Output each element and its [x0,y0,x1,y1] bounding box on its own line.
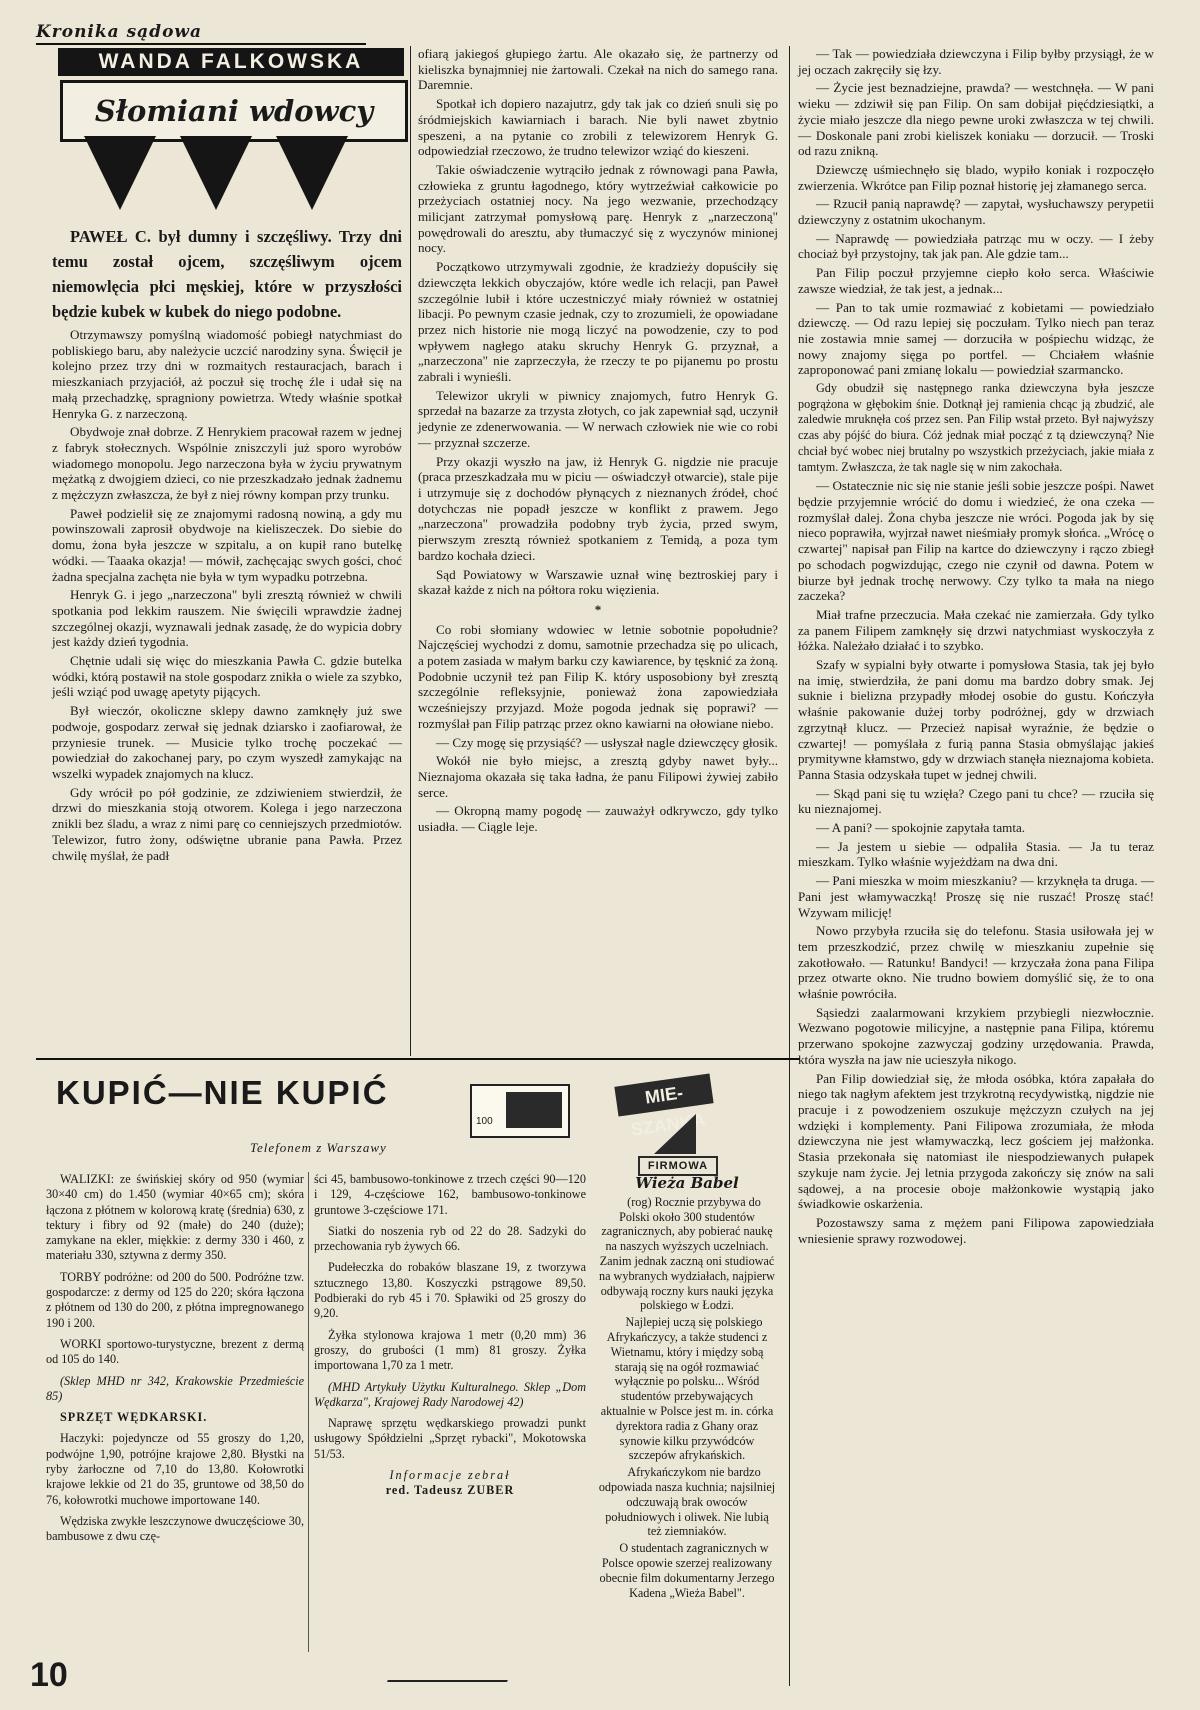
stamp-illustration [470,1084,570,1138]
paragraph: Takie oświadczenie wytrąciło jednak z równowagi pana Pawła, człowieka z gruntu łagodnego, który wytrzeźwiał całkowicie po przeżyciach ostatniej nocy. Na jego wezwanie, przechodzący milicjant zatrzymał pomysłową parę. Henryk z „narzeczoną" powędrowali do aresztu, aby tłumaczyć się z wyczynów minionej nocy. [418,161,778,256]
logo-lettering: MIE-SZANKA [614,1073,713,1116]
signature-scribble [387,1666,513,1682]
article-lead: PAWEŁ C. był dumny i szczęśliwy. Trzy dni temu został ojcem, szczęśliwym ojcem niemowlęcia płci męskiej, które w przyszłości będzie kubek w kubek do niego podobne. [52,227,402,321]
column-divider-2 [789,46,790,1686]
sidebar-paragraph: Najlepiej uczą się polskiego Afrykańczycy, a także studenci z Wietnamu, który i między sobą starają się na ogół rozmawiać wyłącznie po polsku... Wśród studentów przebywających aktualnie w Polsce jest m. in. córka dyrektora radia z Ghany oraz synowie kilku przywódców szczepów afrykańskich. [600,1315,774,1463]
sidebar-paragraph: (rog) Rocznie przybywa do Polski około 300 studentów zagranicznych, aby pobierać naukę na naszych wyższych uczelniach. Zanim jednak zaczną oni studiować na wybranych wydziałach, najpierw odbywają roczny kurs nauki języka polskiego w Łodzi. [599,1194,775,1313]
ad-shop-note: (MHD Artykuły Użytku Kulturalnego. Sklep „Dom Wędkarza", Krajowej Rady Narodowej 42) [314,1379,586,1409]
page-number: 10 [30,1656,68,1694]
column-divider-1 [410,46,411,1056]
paragraph: — Rzucił panią naprawdę? — zapytał, wysłuchawszy perypetii dziewczyny z ostatnim ukochanym. [798,196,1154,228]
stamp-image [506,1092,562,1128]
section-separator: * [594,601,602,617]
ad-paragraph: Pudełeczka do robaków blaszane 19, z tworzywa sztucznego 13,80. Koszyczki pstrągowe 89,50. Podbieraki do ryb 45 i 70. Spławiki od 25 groszy do 9,20. [314,1260,586,1321]
article-column-1 [52,224,402,866]
ad-section-rule [36,1058,800,1060]
article-column-2 [418,46,778,838]
sidebar-paragraph: Afrykańczykom nie bardzo odpowiada nasza kuchnia; najsilniej odczuwają brak owoców południowych i oliwek. Nie lubią też ziemniaków. [598,1465,776,1539]
article-column-3 [798,46,1154,1249]
author-name: WANDA FALKOWSKA [58,48,404,76]
ad-paragraph: Naprawę sprzętu wędkarskiego prowadzi punkt usługowy Spółdzielni „Sprzęt rybacki", Mokotowska 51/53. [314,1416,586,1461]
ad-paragraph: Haczyki: pojedyncze od 55 groszy do 1,20, podwójne 1,90, potrójne krajowe 2,80. Błystki na ryby żarłoczne od 7,10 do 13,80. Kołowrotki krajowe lekkie od 21 do 35, gruntowe od 38,50 do 76, kołowrotki muchowe importowane 140. [46,1431,304,1507]
ad-paragraph: WALIZKI: ze świńskiej skóry od 950 (wymiar 30×40 cm) do 1.450 (wymiar 40×65 cm); skóra łączona z płótnem w kolorową kratę (średnia) 630, z tektury i fibry od 92 (małe) do 240 (duże); zamykane na ekler, miękkie: z dermy 330 i 460, z materiału 330, sztywna z dermy 350. [46,1172,304,1263]
paragraph: Sąsiedzi zaalarmowani krzykiem przybiegli niezwłocznie. Wezwano pogotowie milicyjne, a następnie pana Filipa, któremu przerwano spokojne zazwyczaj godziny urzędowania. Prawda, która wyszła na jaw nie ucieszyła nikogo. [798,1004,1154,1067]
ad-credit-label: Informacje zebrał [389,1468,511,1483]
paragraph: Co robi słomiany wdowiec w letnie sobotnie popołudnie? Najczęściej wychodzi z domu, samotnie przechadza się po ulicach, a potem zasiada w małym barku czy kawiarence, by tęsknić za żoną. Podobnie uczynił też pan Filip K. który usposobiony był zresztą szczególnie refleksyjnie, ponieważ żona zapowiedziała wcześniejszy przyjazd. Może pogoda jednak się poprawi? — rozmyślał pan Filip patrząc przez okno kawiarni na ołowiane niebo. [418,621,778,731]
paragraph: Telewizor ukryli w piwnicy znajomych, futro Henryk G. sprzedał na bazarze za trzysta złotych, co jak zapewniał sąd, uczynił jedynie ze zdenerwowania. — W nerwach człowiek nie wie co robi — przyznał szczerze. [418,387,778,450]
ad-paragraph: WORKI sportowo-turystyczne, brezent z dermą od 105 do 140. [46,1336,304,1367]
ad-paragraph: Wędziska zwykłe leszczynowe dwuczęściowe 30, bambusowe z dwu czę- [46,1513,304,1544]
paragraph: — Okropną mamy pogodę — zauważył odkrywczo, gdy tylko usiadła. — Ciągle leje. [418,803,778,835]
paragraph: Otrzymawszy pomyślną wiadomość pobiegł natychmiast do pobliskiego baru, aby należycie uczcić narodziny syna. Święcił je kolejno przez trzy dni w rozmaitych restauracjach, barach i mieszkaniach przyjaciół, aż poczuł się trochę źle i udał się na małą przechadzkę, spragniony powietrza. Wtedy właśnie spotkał Henryka G. z narzeczoną. [52,327,402,421]
sidebar-paragraph: O studentach zagranicznych w Polsce opowie szerzej realizowany obecnie film dokumentarny Jerzego Kadena „Wieża Babel". [599,1541,775,1600]
paragraph: — Tak — powiedziała dziewczyna i Filip byłby przysiągł, że w jej oczach zakręciły się łzy. [798,46,1154,77]
paragraph: Chętnie udali się więc do mieszkania Pawła C. gdzie butelka wódki, którą postawił na stole gospodarz znikła o wiele za szybko, jeśli wziąć pod uwagę apetyty pijących. [52,653,402,700]
ad-paragraph: Żyłka stylonowa krajowa 1 metr (0,20 mm) 36 groszy, do grubości (1 mm) 81 groszy. Żyłka importowana 1,70 za 1 metr. [314,1327,586,1373]
paragraph: — Życie jest beznadziejne, prawda? — westchnęła. — W pani wieku — zdziwił się pan Filip. On sam dobijał pięćdziesiątki, a życie miało jeszcze dla niego pewne uroki zwłaszcza w tej chwili. — Doskonale pani zrobi kieliszek koniaku — dorzucił. — Troski od razu znikną. [798,80,1154,159]
paragraph: Dziewczę uśmiechnęło się blado, wypiło koniak i rozpoczęło zwierzenia. Wkrótce pan Filip poznał historię jej złamanego serca. [798,161,1154,193]
paragraph: Był wieczór, okoliczne sklepy dawno zamknęły już swe podwoje, gospodarz zerwał się jednak dziarsko i zaofiarował, że przyniesie trunek. — Musicie tylko trochę poczekać — powiedział do zakochanej pary, po czym wyszedł zamykając na wszelki wypadek znajomych na klucz. [52,703,402,781]
paragraph: Gdy obudził się następnego ranka dziewczyna była jeszcze pogrążona w głębokim śnie. Dotknął jej ramienia chcąc ją zbudzić, ale zaledwie mruknęła coś przez sen. Pan Filip wstał przeto. Był najwyższy czas aby pójść do biura. Cóż jednak miał począć z tą dziewczyną? Nie chciał być wobec niej brutalny po wszystkich przeżyciach, jakie miała z tamtym. Zwłaszcza, że tak nagle się w nim zakochała. [798,381,1154,474]
paragraph: Przy okazji wyszło na jaw, iż Henryk G. nigdzie nie pracuje (praca przeszkadzała mu w piciu — oświadczył otwarcie), stale pije i utrzymuje się z dochodów płynących z nieznanych źródeł, choć dotychczas nie popadł jeszcze w konflikt z prawem. Jego „narzeczona" prowadziła podobny tryb życia, przed swym, pierwszym zresztą również spotkaniem z Temidą, a poza tym bardzo kochała dzieci. [418,453,778,563]
stamp-value: 100 [476,1116,493,1127]
sidebar-title: Wieża Babel [635,1174,739,1192]
ad-subtitle: Telefonem z Warszawy [250,1140,387,1155]
paragraph: Pan Filip dowiedział się, że młoda osóbka, która zapałała do niego tak nagłym afektem jest trzykrotną recydywistką, nigdzie nie pracuje i z powodzeniem oszukuje mężczyzn czułych na jej wdzięki i komplementy. Pani Filipowa zrozumiała, że młoda dziewczyna nie jest włamywaczką, lecz gościem jej małżonka. Stasia przekonała się natomiast ile niespodziewanych pułapek szykuje nam życie. Jej letnia przygoda zakończy się znów na sali sądowej, a na procesie oboje małżonkowie wystąpią jako świadkowie oskarżenia. [798,1070,1154,1212]
ad-paragraph: TORBY podróżne: od 200 do 500. Podróżne tzw. gospodarcze: z dermy od 125 do 220; skóra łączona z płótnem od 130 do 200, z płótna impregnowanego 190 i 200. [46,1269,304,1330]
banner-triangle-1 [84,136,156,210]
paragraph: Nowo przybyła rzuciła się do telefonu. Stasia usiłowała jej w tem przeszkodzić, przez chwilę w mieszkaniu zupełnie się zakotłowało. — Ratunku! Bandyci! — krzyczała żona pana Filipa przez otwarte okno. Nie trudno bowiem domyślić się, że to ona właśnie powróciła. [798,923,1154,1002]
ad-paragraph: ści 45, bambusowo-tonkinowe z trzech części 90—120 i 129, 4-częściowe 162, bambusowo-tonkinowe gruntowe 3-częściowe 171. [314,1172,586,1217]
ad-paragraph: Siatki do noszenia ryb od 22 do 28. Sadzyki do przechowania ryb żywych 66. [314,1223,586,1254]
ad-shop-note: (Sklep MHD nr 342, Krakowskie Przedmieście 85) [46,1373,304,1403]
paragraph: Wokół nie było miejsc, a zresztą gdyby nawet były... Nieznajoma okazała się taka ładna, że panu Filipowi żywiej zabiło serce. [418,753,778,800]
paragraph: Początkowo utrzymywali zgodnie, że kradzieży dopuściły się dziewczęta lekkich obyczajów, które wedle ich relacji, pan Paweł szczególnie lubił i które uczestniczyć miały również w ostatniej libacji. Po pewnym czasie jednak, czy to zrozumieli, że opowiadane przez nich historie nie mogą liczyć na powodzenie, czy to pod wpływem nagłego ataku skruchy Henryk G. przyznał, a „narzeczona" nie zaprzeczyła, że rzeczy te po pijanemu po prostu zabrali i wynieśli. [418,259,778,385]
ad-column-1 [46,1172,304,1551]
paragraph: — Pan to tak umie rozmawiać z kobietami — powiedziało dziewczę. — Od razu lepiej się poczułam. Tylko niech pan teraz nie zostawia mnie samej — dorzuciła w pośpiechu widząc, że nowy znajomy sięga po portfel. — Chciałem właśnie zaproponować pani zmianę lokalu — powiedział szarmancko. [798,299,1154,378]
paragraph: Szafy w sypialni były otwarte i pomysłowa Stasia, tak jej było na imię, stwierdziła, że pani domu ma bardzo dobry smak. Jej suknie i bielizna przypadły młodej osobie do gustu. Kończyła właśnie pakowanie dużej torby podróżnej, gdy w drzwiach zgrzytnął klucz. — Przecież napisał wyraźnie, że będzie o czwartej! — pomyślała z furią panna Stasia obmyślając jakieś prymitywne kłamstwo, gdy w drzwiach stanęła nieznajoma kobieta. Panna Stasia odzyskała tupet w jednej chwili. [798,657,1154,782]
paragraph: — Ostatecznie nic się nie stanie jeśli sobie jeszcze pośpi. Nawet będzie przyjemnie wrócić do domu i wiedzieć, że ona czeka — rozmyślał dalej. Żona chyba jeszcze nie wróci. Pogoda jak by się nieco poprawiła, wyjrzał nawet nieśmiały promyk słońca. „Wrócę o czwartej" napisał pan Filip na kartce do dziewczyny i rączo zbiegł po schodach pogwizdując, czego nie czynił od dawna. Potem w biurze był jednak trochę nerwowy. Czy tylko ta mała na niego zaczeka? [798,478,1154,604]
gramophone-horn-icon [654,1114,696,1154]
section-label: Kronika sądowa [36,22,203,42]
paragraph: Sąd Powiatowy w Warszawie uznał winę beztroskiej pary i skazał każde z nich na półtora roku więzienia. [418,566,778,598]
paragraph: Paweł podzielił się ze znajomymi radosną nowiną, a gdy mu powinszowali zaprosił obydwoje na kieliszeczek. Do siebie do domu, żona była jeszcze w szpitalu, a on kupił rano butelkę wódki. — Taaaka okazja! — mówił, zachęcając swych gości, choć żadna specjalna zachęta nie była w tym wypadku potrzebna. [52,505,402,584]
banner-triangle-3 [276,136,348,210]
paragraph: Spotkał ich dopiero nazajutrz, gdy tak jak co dzień snuli się po śródmiejskich kawiarniach i barach. Nie byli nawet zbytnio speszeni, a na pytanie co zrobili z telewizorem Henryk G. odpowiedział rzeczowo, że trudno telewizor wziąć do kieszeni. [418,96,778,159]
article-title: Słomiani wdowcy [60,80,408,142]
paragraph: — Ja jestem u siebie — odpaliła Stasia. — Ja tu teraz mieszkam. Tylko właśnie wyjeżdżam na dwa dni. [798,838,1154,870]
paragraph: — Naprawdę — powiedziała patrząc mu w oczy. — I żeby chociaż był przystojny, tak jak pan. Ale gdzie tam... [798,230,1154,262]
section-rule [36,43,366,45]
paragraph: ofiarą jakiegoś głupiego żartu. Ale okazało się, że partnerzy od kieliszka bynajmniej nie żartowali. Czekał na nich do samego rana. Daremnie. [418,46,778,93]
paragraph: Miał trafne przeczucia. Mała czekać nie zamierzała. Gdy tylko za panem Filipem zamknęły się drzwi natychmiast wyskoczyła z łóżka. Należało działać i to szybko. [798,606,1154,654]
ad-heading: SPRZĘT WĘDKARSKI. [60,1410,208,1425]
ad-column-divider [308,1172,309,1652]
paragraph: — Skąd pani się tu wzięła? Czego pani tu chce? — rzuciła się ku nieznajomej. [798,785,1154,817]
paragraph: Henryk G. i jego „narzeczona" byli zresztą również w chwili spotkania pod lekkim rauszem. Nie święcili wprawdzie żadnej szczególnej okazji, wyznawali jednak zasadę, że do wypicia dobry jest każdy dzień tygodnia. [52,587,402,650]
logo-tag: FIRMOWA [638,1156,718,1176]
ad-column-2 [314,1172,586,1505]
paragraph: — A pani? — spokojnie zapytała tamta. [816,820,1026,836]
ad-title: KUPIĆ—NIE KUPIĆ [56,1074,389,1111]
paragraph: — Pani mieszka w moim mieszkaniu? — krzyknęła ta druga. — Pani jest włamywaczką! Proszę się nie ruszać! Proszę stać! Wzywam milicję! [798,873,1154,920]
paragraph: Obydwoje znał dobrze. Z Henrykiem pracował razem w jednej z fabryk stołecznych. Wspólnie zniszczyli już sporo wyrobów wiadomego monopolu. Jego narzeczona była w życiu prywatnym mężatką z dwojgiem dzieci, co nie przeszkadzało jednak żadnemu z mężczyzn zwłaszcza, że był z niej równy kompan przy trunku. [52,424,402,503]
paragraph: Pan Filip poczuł przyjemne ciepło koło serca. Właściwie zawsze wiedział, że tak jest, a jednak... [798,265,1154,296]
paragraph: Gdy wrócił po pół godzinie, ze zdziwieniem stwierdził, że drzwi do mieszkania stoją otworem. Kolega i jego narzeczona znikli bez śladu, a wraz z nimi parę co cenniejszych przedmiotów. Telewizor, futro żony, odświętne ubranie pana Pawła. Przez chwilę myślał, że padł [52,784,402,863]
mieszanka-logo [598,1080,730,1170]
paragraph: Pozostawszy sama z mężem pani Filipowa zapowiedziała wniesienie sprawy rozwodowej. [798,1214,1154,1246]
sidebar-column [598,1170,776,1602]
paragraph: — Czy mogę się przysiąść? — usłyszał nagle dziewczęcy głosik. [436,734,778,750]
banner-triangle-2 [180,136,252,210]
ad-credit-name: red. Tadeusz ZUBER [385,1483,515,1498]
